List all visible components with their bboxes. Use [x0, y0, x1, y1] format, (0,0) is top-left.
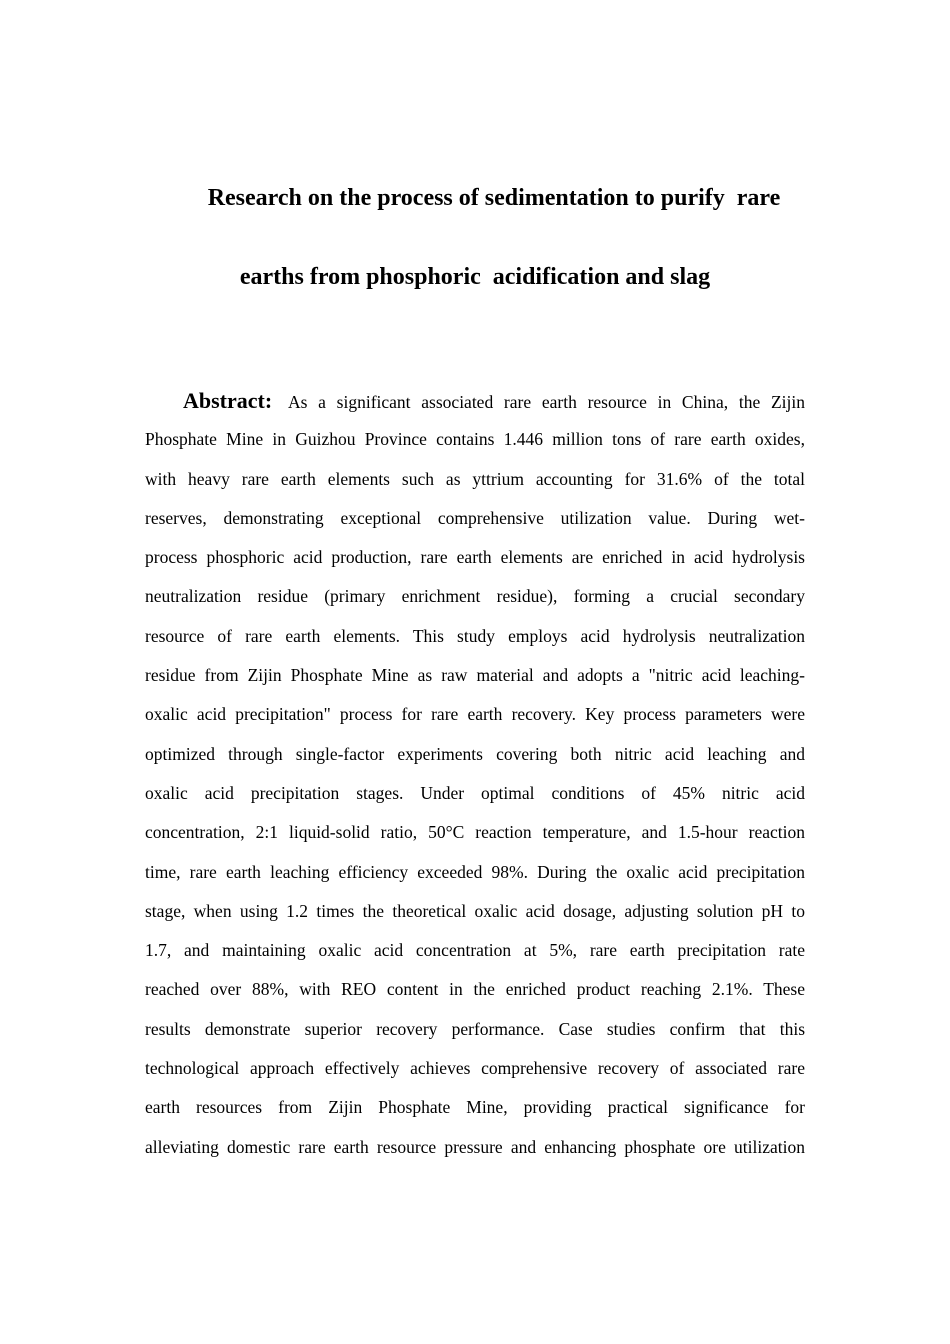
abstract-line: oxalic acid precipitation stages. Under optimal conditions of 45% nitric acid [145, 782, 805, 803]
abstract-line-text: As a significant associated rare earth resource in China, the Zijin [287, 392, 805, 412]
abstract-line: concentration, 2:1 liquid-solid ratio, 50°C reaction temperature, and 1.5-hour reaction [145, 822, 805, 843]
abstract-section [145, 381, 805, 1167]
abstract-line: neutralization residue (primary enrichment residue), forming a crucial secondary [145, 586, 805, 607]
abstract-line: resource of rare earth elements. This study employs acid hydrolysis neutralization [145, 625, 805, 646]
abstract-line: results demonstrate superior recovery performance. Case studies confirm that this [145, 1018, 805, 1039]
abstract-line: Phosphate Mine in Guizhou Province contains 1.446 million tons of rare earth oxides, [145, 429, 805, 450]
abstract-line: optimized through single-factor experiments covering both nitric acid leaching and [145, 743, 805, 764]
abstract-line: 1.7, and maintaining oxalic acid concentration at 5%, rare earth precipitation rate [145, 940, 805, 961]
paper-title-line-1: Research on the process of sedimentation to purify rare [207, 185, 781, 211]
abstract-line: oxalic acid precipitation" process for rare earth recovery. Key process parameters were [145, 704, 805, 725]
abstract-line: time, rare earth leaching efficiency exceeded 98%. During the oxalic acid precipitation [145, 861, 805, 882]
abstract-line: residue from Zijin Phosphate Mine as raw material and adopts a "nitric acid leaching- [145, 665, 805, 686]
abstract-line: with heavy rare earth elements such as yttrium accounting for 31.6% of the total [145, 468, 805, 489]
abstract-line: technological approach effectively achieves comprehensive recovery of associated rare [145, 1058, 805, 1079]
abstract-line: alleviating domestic rare earth resource pressure and enhancing phosphate ore utilization [145, 1136, 805, 1157]
abstract-line: reserves, demonstrating exceptional comprehensive utilization value. During wet- [145, 507, 805, 528]
abstract-line: reached over 88%, with REO content in the enriched product reaching 2.1%. These [145, 979, 805, 1000]
abstract-line: stage, when using 1.2 times the theoretical oxalic acid dosage, adjusting solution pH to [145, 900, 805, 921]
abstract-line: earth resources from Zijin Phosphate Mine, providing practical significance for [145, 1097, 805, 1118]
abstract-line: process phosphoric acid production, rare earth elements are enriched in acid hydrolysis [145, 547, 805, 568]
abstract-label: Abstract: [183, 388, 273, 413]
paper-title-line-2: earths from phosphoric acidification and slag [239, 264, 711, 290]
abstract-line [145, 381, 805, 420]
